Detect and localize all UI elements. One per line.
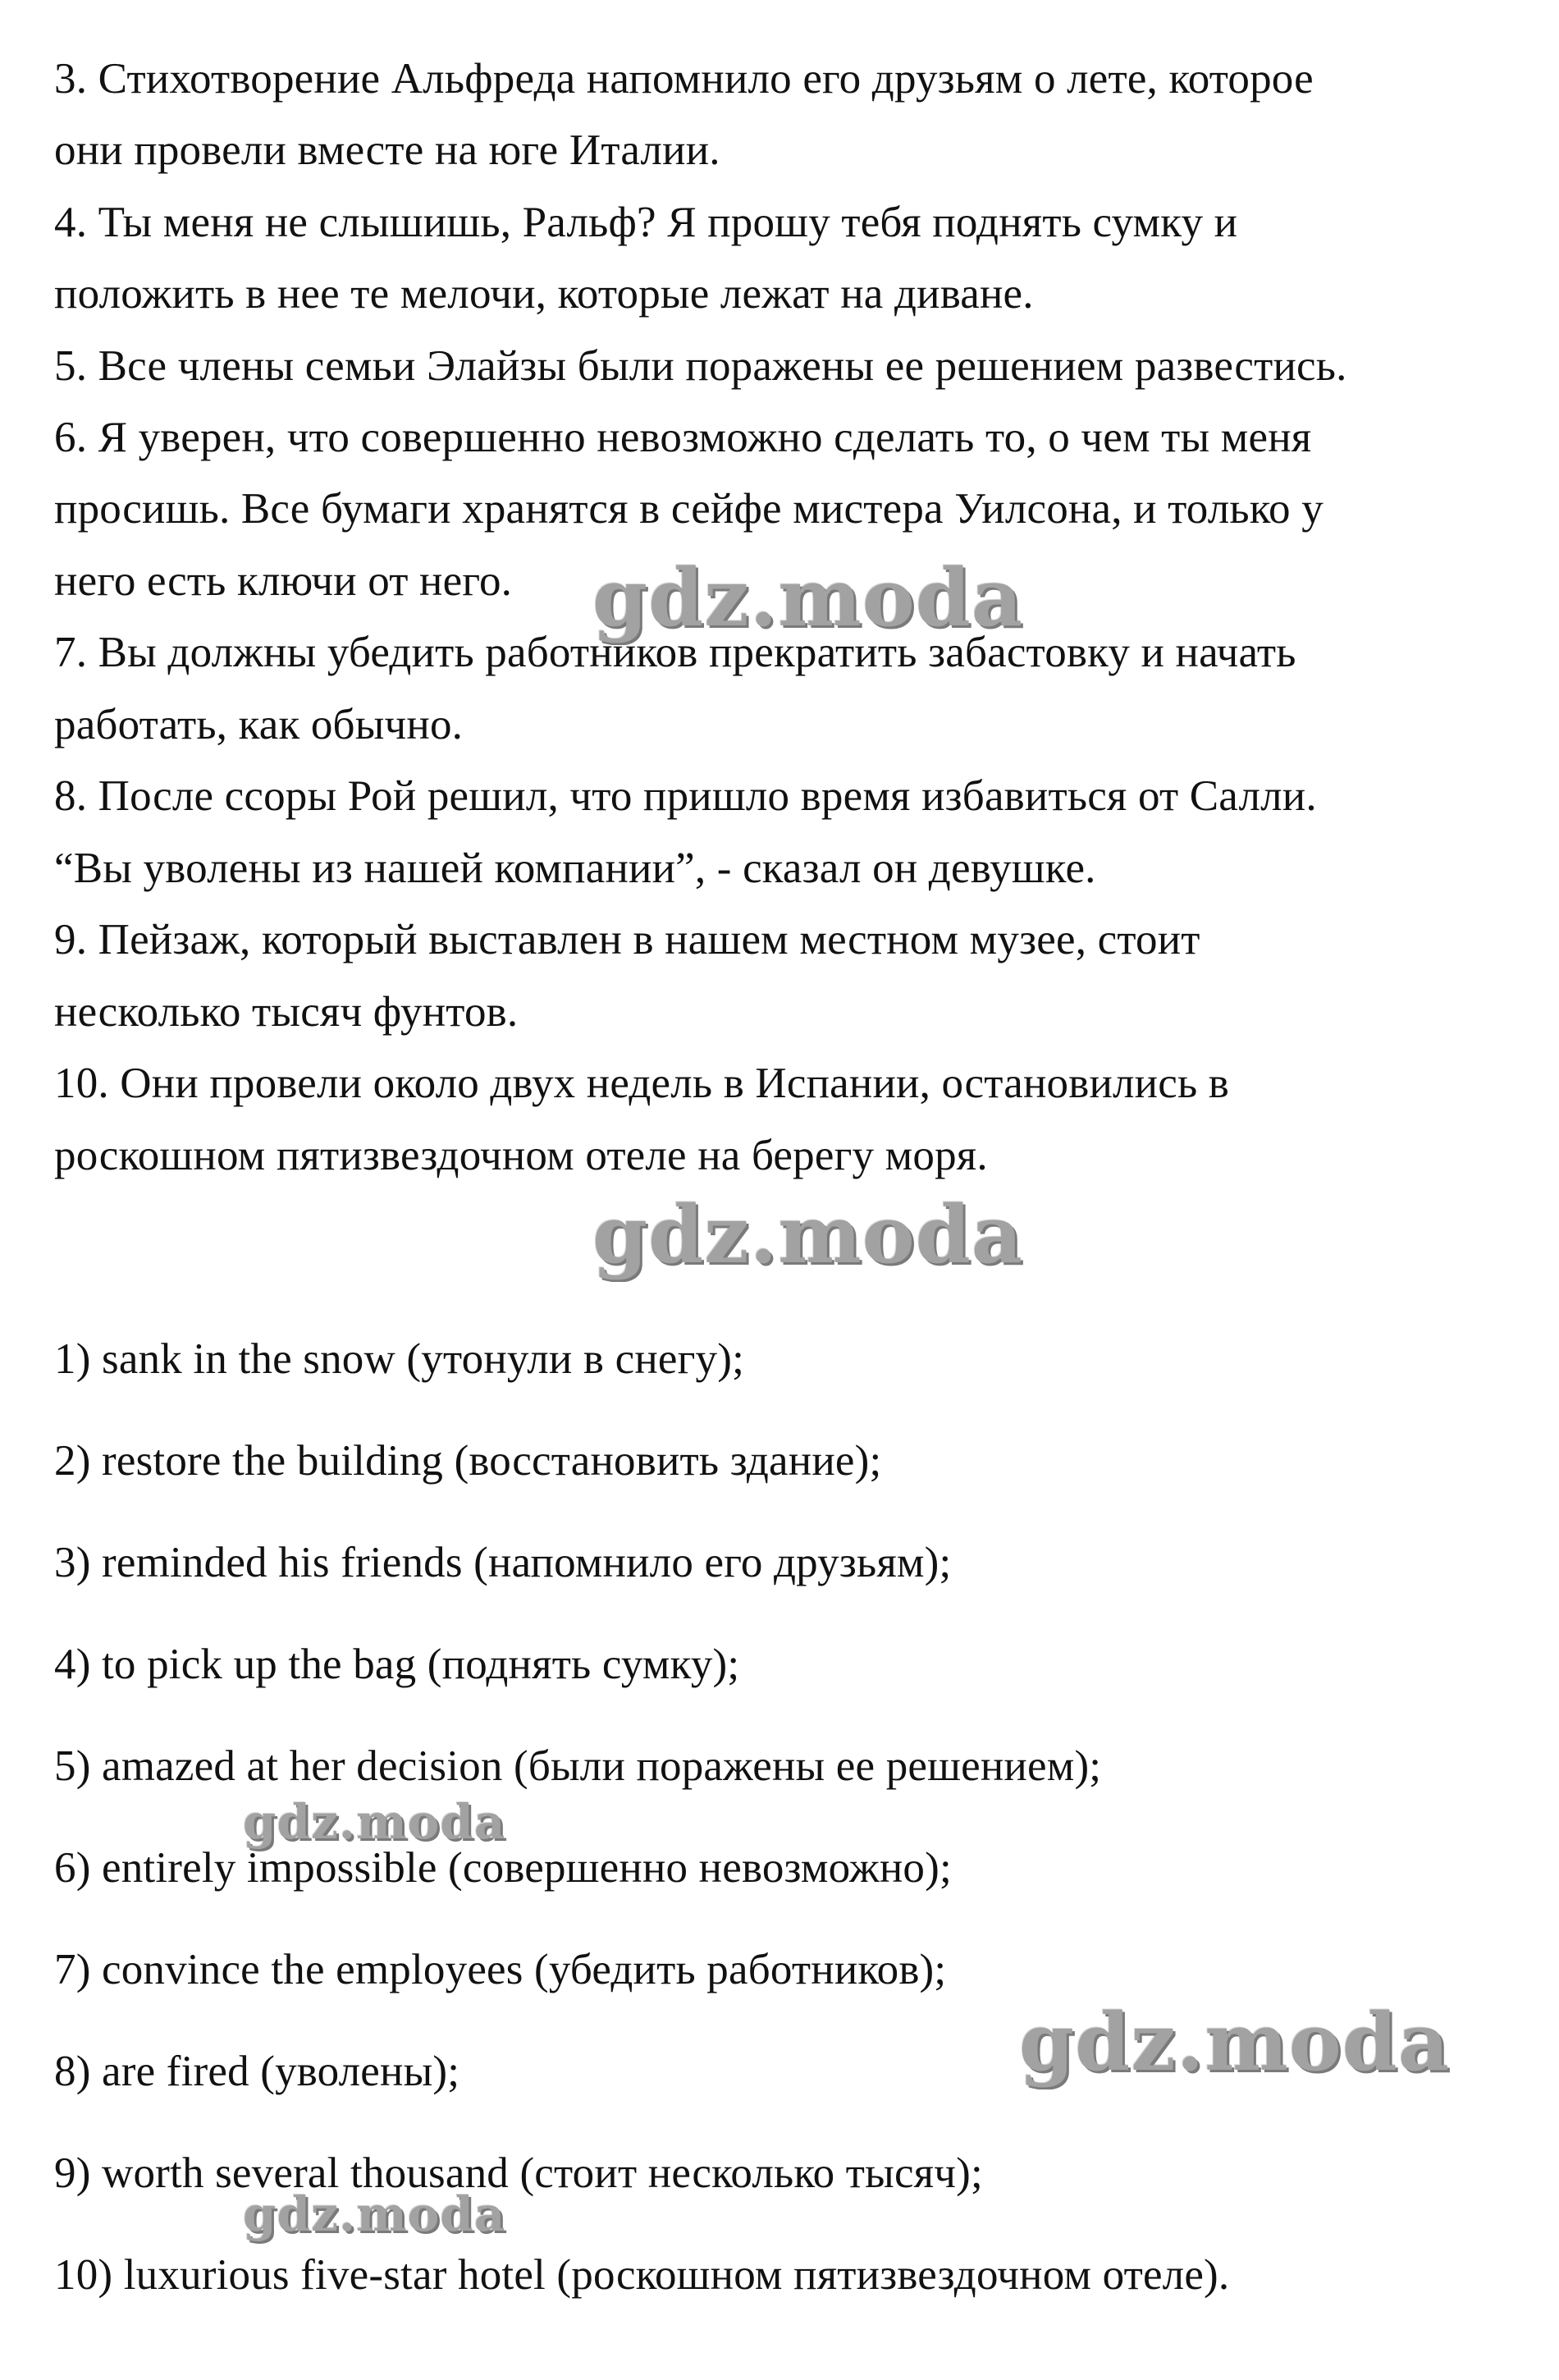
watermark: gdz.moda xyxy=(243,1794,506,1850)
answer-item: 6) entirely impossible (совершенно невозможно); xyxy=(54,1844,952,1892)
watermark: gdz.moda xyxy=(592,552,1024,644)
answer-item: 10) luxurious five-star hotel (роскошном пятизвездочном отеле). xyxy=(54,2251,1230,2299)
translation-line: 10. Они провели около двух недель в Испании, остановились в xyxy=(54,1060,1230,1107)
translation-line: 9. Пейзаж, который выставлен в нашем местном музее, стоит xyxy=(54,916,1200,963)
translation-line: просишь. Все бумаги хранятся в сейфе мистера Уилсона, и только у xyxy=(54,485,1324,533)
answer-item: 5) amazed at her decision (были поражены ее решением); xyxy=(54,1742,1102,1790)
translation-line: 8. После ссоры Рой решил, что пришло время избавиться от Салли. xyxy=(54,772,1317,820)
translation-line: “Вы уволены из нашей компании”, - сказал он девушке. xyxy=(54,844,1096,892)
watermark: gdz.moda xyxy=(592,1188,1024,1281)
answer-item: 1) sank in the snow (утонули в снегу); xyxy=(54,1335,745,1383)
translation-line: несколько тысяч фунтов. xyxy=(54,988,519,1036)
translation-line: роскошном пятизвездочном отеле на берегу моря. xyxy=(54,1132,988,1179)
translation-line: работать, как обычно. xyxy=(54,701,464,748)
answer-item: 2) restore the building (восстановить здание); xyxy=(54,1437,882,1485)
translation-line: они провели вместе на юге Италии. xyxy=(54,126,720,174)
answer-item: 3) reminded his friends (напомнило его друзьям); xyxy=(54,1539,952,1586)
answer-item: 7) convince the employees (убедить работников); xyxy=(54,1946,947,1993)
answer-item: 9) worth several thousand (стоит несколько тысяч); xyxy=(54,2149,983,2197)
translation-line: него есть ключи от него. xyxy=(54,557,513,605)
translation-line: 4. Ты меня не слышишь, Ральф? Я прошу тебя поднять сумку и xyxy=(54,199,1238,246)
translation-line: 3. Стихотворение Альфреда напомнило его друзьям о лете, которое xyxy=(54,55,1314,103)
answer-item: 4) to pick up the bag (поднять сумку); xyxy=(54,1641,740,1688)
translation-line: 7. Вы должны убедить работников прекратить забастовку и начать xyxy=(54,629,1296,676)
translation-line: 5. Все члены семьи Элайзы были поражены ее решением развестись. xyxy=(54,342,1347,390)
watermark: gdz.moda xyxy=(243,2186,506,2242)
watermark: gdz.moda xyxy=(1019,1996,1451,2089)
translation-line: положить в нее те мелочи, которые лежат на диване. xyxy=(54,270,1034,318)
answer-item: 8) are fired (уволены); xyxy=(54,2048,460,2095)
translation-line: 6. Я уверен, что совершенно невозможно сделать то, о чем ты меня xyxy=(54,414,1312,461)
